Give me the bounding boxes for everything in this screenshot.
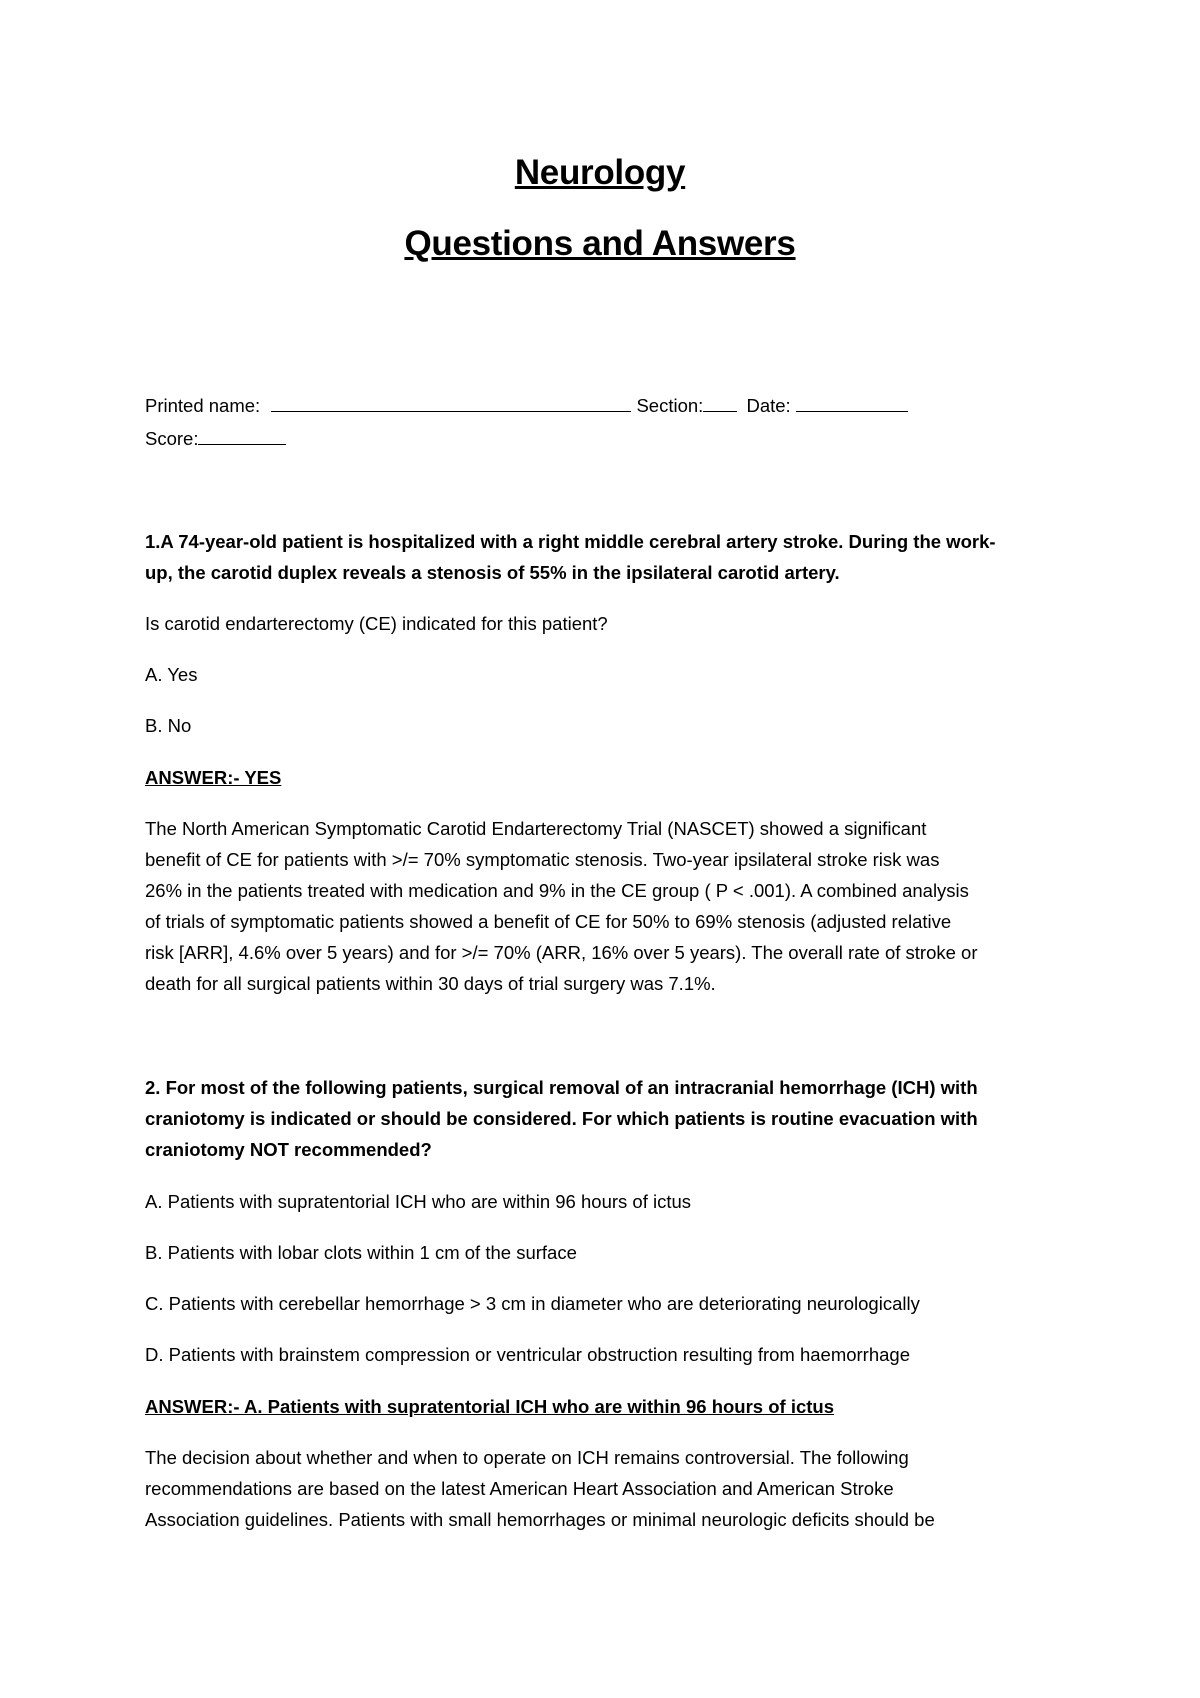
q1-option-b: B. No	[145, 715, 192, 736]
printed-name-blank[interactable]	[271, 395, 631, 412]
q2-option-d: D. Patients with brainstem compression or ventricular obstruction resulting from haemorrhage	[145, 1344, 910, 1365]
q2-explanation-line: Association guidelines. Patients with small hemorrhages or minimal neurologic deficits should be	[145, 1509, 935, 1530]
q2-answer: ANSWER:- A. Patients with supratentorial ICH who are within 96 hours of ictus	[145, 1396, 835, 1417]
section-label: Section:	[636, 395, 704, 416]
score-row	[145, 427, 286, 451]
q1-explanation-line: The North American Symptomatic Carotid Endarterectomy Trial (NASCET) showed a significant	[145, 818, 927, 839]
q2-stem-line: craniotomy is indicated or should be considered. For which patients is routine evacuation with	[145, 1108, 978, 1129]
q1-stem-line: up, the carotid duplex reveals a stenosis of 55% in the ipsilateral carotid artery.	[145, 562, 840, 583]
q2-option-c: C. Patients with cerebellar hemorrhage > 3 cm in diameter who are deteriorating neurologically	[145, 1293, 920, 1314]
printed-name-label: Printed name:	[145, 395, 261, 416]
q1-explanation-line: benefit of CE for patients with >/= 70% symptomatic stenosis. Two-year ipsilateral stroke risk was	[145, 849, 940, 870]
q2-explanation-line: The decision about whether and when to operate on ICH remains controversial. The following	[145, 1447, 909, 1468]
score-label: Score:	[145, 428, 199, 449]
q2-option-b: B. Patients with lobar clots within 1 cm of the surface	[145, 1242, 577, 1263]
q2-explanation-line: recommendations are based on the latest American Heart Association and American Stroke	[145, 1478, 894, 1499]
document-subtitle: Questions and Answers	[404, 224, 796, 263]
q2-option-a: A. Patients with supratentorial ICH who are within 96 hours of ictus	[145, 1191, 692, 1212]
q1-prompt: Is carotid endarterectomy (CE) indicated for this patient?	[145, 613, 608, 634]
q1-explanation-line: risk [ARR], 4.6% over 5 years) and for >/= 70% (ARR, 16% over 5 years). The overall rate of stroke or	[145, 942, 978, 963]
q1-explanation-line: of trials of symptomatic patients showed a benefit of CE for 50% to 69% stenosis (adjusted relative	[145, 911, 952, 932]
q1-option-a: A. Yes	[145, 664, 198, 685]
q1-stem-line: 1.A 74-year-old patient is hospitalized with a right middle cerebral artery stroke. During the work-	[145, 531, 996, 552]
q1-explanation-line: death for all surgical patients within 30 days of trial surgery was 7.1%.	[145, 973, 716, 994]
section-blank[interactable]	[703, 395, 737, 412]
score-blank[interactable]	[198, 428, 286, 445]
document-title: Neurology	[514, 153, 686, 192]
q2-stem-line: craniotomy NOT recommended?	[145, 1139, 432, 1160]
date-label: Date:	[746, 395, 791, 416]
q1-answer: ANSWER:- YES	[145, 767, 282, 788]
form-row	[145, 394, 908, 418]
q1-explanation-line: 26% in the patients treated with medication and 9% in the CE group ( P < .001). A combined analysis	[145, 880, 969, 901]
date-blank[interactable]	[796, 395, 908, 412]
q2-stem-line: 2. For most of the following patients, surgical removal of an intracranial hemorrhage (ICH) with	[145, 1077, 978, 1098]
